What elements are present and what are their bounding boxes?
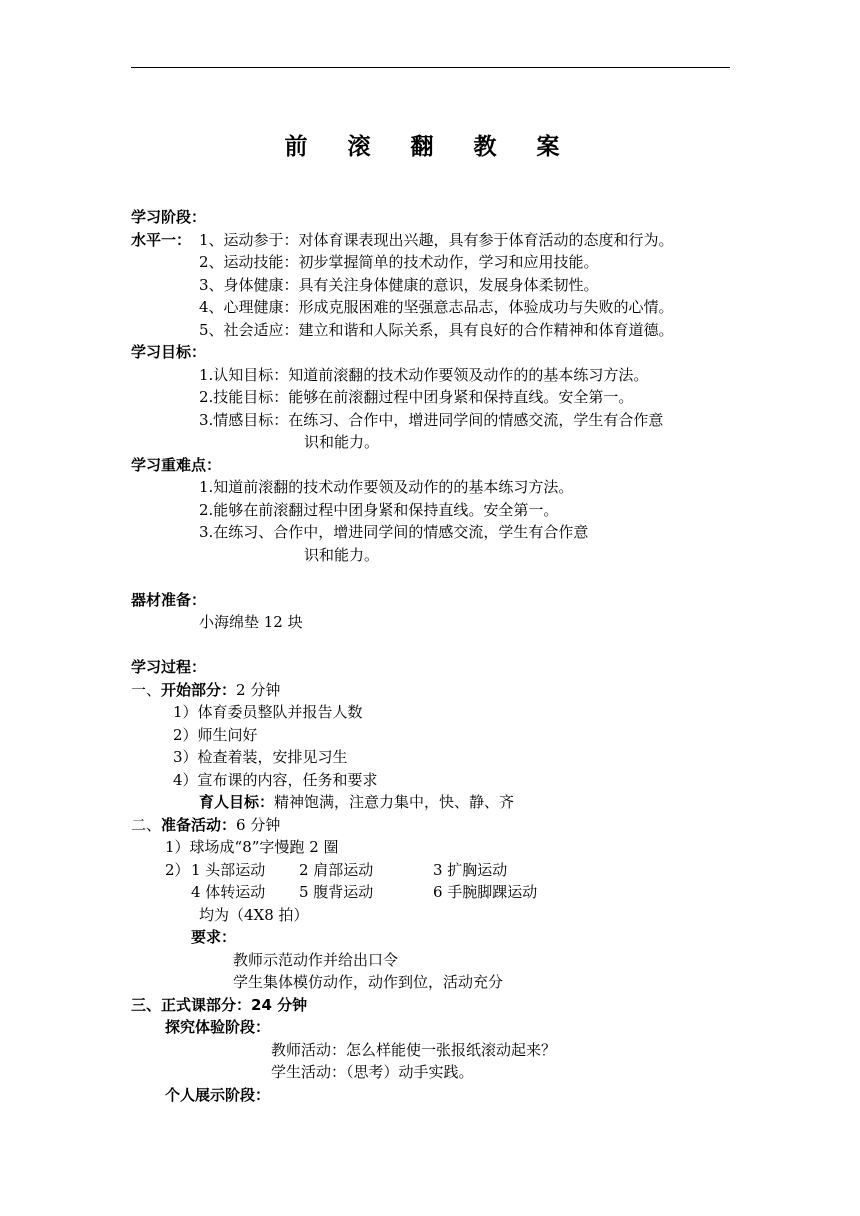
part1-prefix: 一、: [131, 681, 162, 699]
part2-label: 准备活动：: [161, 816, 237, 834]
part2-duration: 6 分钟: [236, 816, 281, 834]
process-heading: 学习过程：: [131, 658, 207, 676]
level-label: 水平一：: [131, 231, 192, 249]
part2-ex-4: 4 体转运动: [191, 883, 266, 901]
stage-item-3: 3、身体健康：具有关注身体健康的意识，发展身体柔韧性。: [199, 276, 599, 294]
stage-heading: 学习阶段：: [131, 208, 207, 226]
part2-ex-prefix: 2）: [165, 861, 190, 879]
part1-goal: [199, 792, 514, 812]
part3-teacher-activity: 教师活动：怎么样能使一张报纸滚动起来？: [271, 1041, 557, 1059]
part1-label: 开始部分：: [161, 681, 237, 699]
header-rule: [131, 67, 730, 68]
part2-ex-5: 5 腹背运动: [299, 883, 374, 901]
stage-item-5: 5、社会适应：建立和谐和人际关系，具有良好的合作精神和体育道德。: [199, 321, 674, 339]
part1-goal-text: 精神饱满，注意力集中，快、静、齐: [274, 793, 515, 811]
equipment-text: 小海绵垫 12 块: [199, 613, 303, 631]
part1-item-3: 3）检查着装，安排见习生: [173, 748, 348, 766]
part2-ex-2: 2 肩部运动: [299, 861, 374, 879]
part2-beats: 均为（4X8 拍）: [199, 906, 309, 924]
part2-ex-1: 1 头部运动: [191, 861, 266, 879]
part2-req-label: 要求：: [191, 928, 237, 946]
part3-heading: 三、正式课部分：24 分钟: [131, 996, 308, 1014]
part2-run: 1）球场成“8”字慢跑 2 圈: [165, 838, 339, 856]
part1-item-1: 1）体育委员整队并报告人数: [173, 703, 363, 721]
part1-item-2: 2）师生问好: [173, 726, 258, 744]
part1-goal-label: 育人目标：: [199, 793, 275, 811]
part2-ex-3: 3 扩胸运动: [433, 861, 508, 879]
part2-req-1: 教师示范动作并给出口令: [233, 951, 399, 969]
key-point-3-cont: 识和能力。: [304, 546, 380, 564]
key-point-2: 2.能够在前滚翻过程中团身紧和保持直线。安全第一。: [199, 501, 559, 519]
page-title: 前 滚 翻 教 案: [284, 134, 576, 160]
goal-item-3: 3.情感目标：在练习、合作中，增进同学间的情感交流，学生有合作意: [199, 411, 664, 429]
part3-show-label: 个人展示阶段：: [165, 1086, 271, 1104]
key-points-heading: 学习重难点：: [131, 456, 222, 474]
equipment-heading: 器材准备：: [131, 591, 207, 609]
goal-item-1: 1.认知目标：知道前滚翻的技术动作要领及动作的的基本练习方法。: [199, 366, 649, 384]
part2-prefix: 二、: [131, 816, 162, 834]
key-point-3: 3.在练习、合作中，增进同学间的情感交流，学生有合作意: [199, 523, 589, 541]
part1-duration: 2 分钟: [236, 681, 281, 699]
stage-item-2: 2、运动技能：初步掌握简单的技术动作，学习和应用技能。: [199, 253, 599, 271]
part2-ex-6: 6 手腕脚踝运动: [433, 883, 538, 901]
part1-heading: [131, 680, 280, 700]
part3-explore-label: 探究体验阶段：: [165, 1018, 271, 1036]
goal-item-3-cont: 识和能力。: [304, 433, 380, 451]
part1-item-4: 4）宣布课的内容，任务和要求: [173, 771, 378, 789]
part2-req-2: 学生集体模仿动作，动作到位，活动充分: [233, 973, 504, 991]
stage-item-4: 4、心理健康：形成克服困难的坚强意志品志，体验成功与失败的心情。: [199, 298, 674, 316]
part2-heading: [131, 815, 280, 835]
stage-item-1: 1、运动参于：对体育课表现出兴趣，具有参于体育活动的态度和行为。: [199, 231, 674, 249]
goal-item-2: 2.技能目标：能够在前滚翻过程中团身紧和保持直线。安全第一。: [199, 388, 634, 406]
part3-student-activity: 学生活动：（思考）动手实践。: [271, 1063, 474, 1081]
key-point-1: 1.知道前滚翻的技术动作要领及动作的的基本练习方法。: [199, 478, 574, 496]
goals-heading: 学习目标：: [131, 343, 207, 361]
